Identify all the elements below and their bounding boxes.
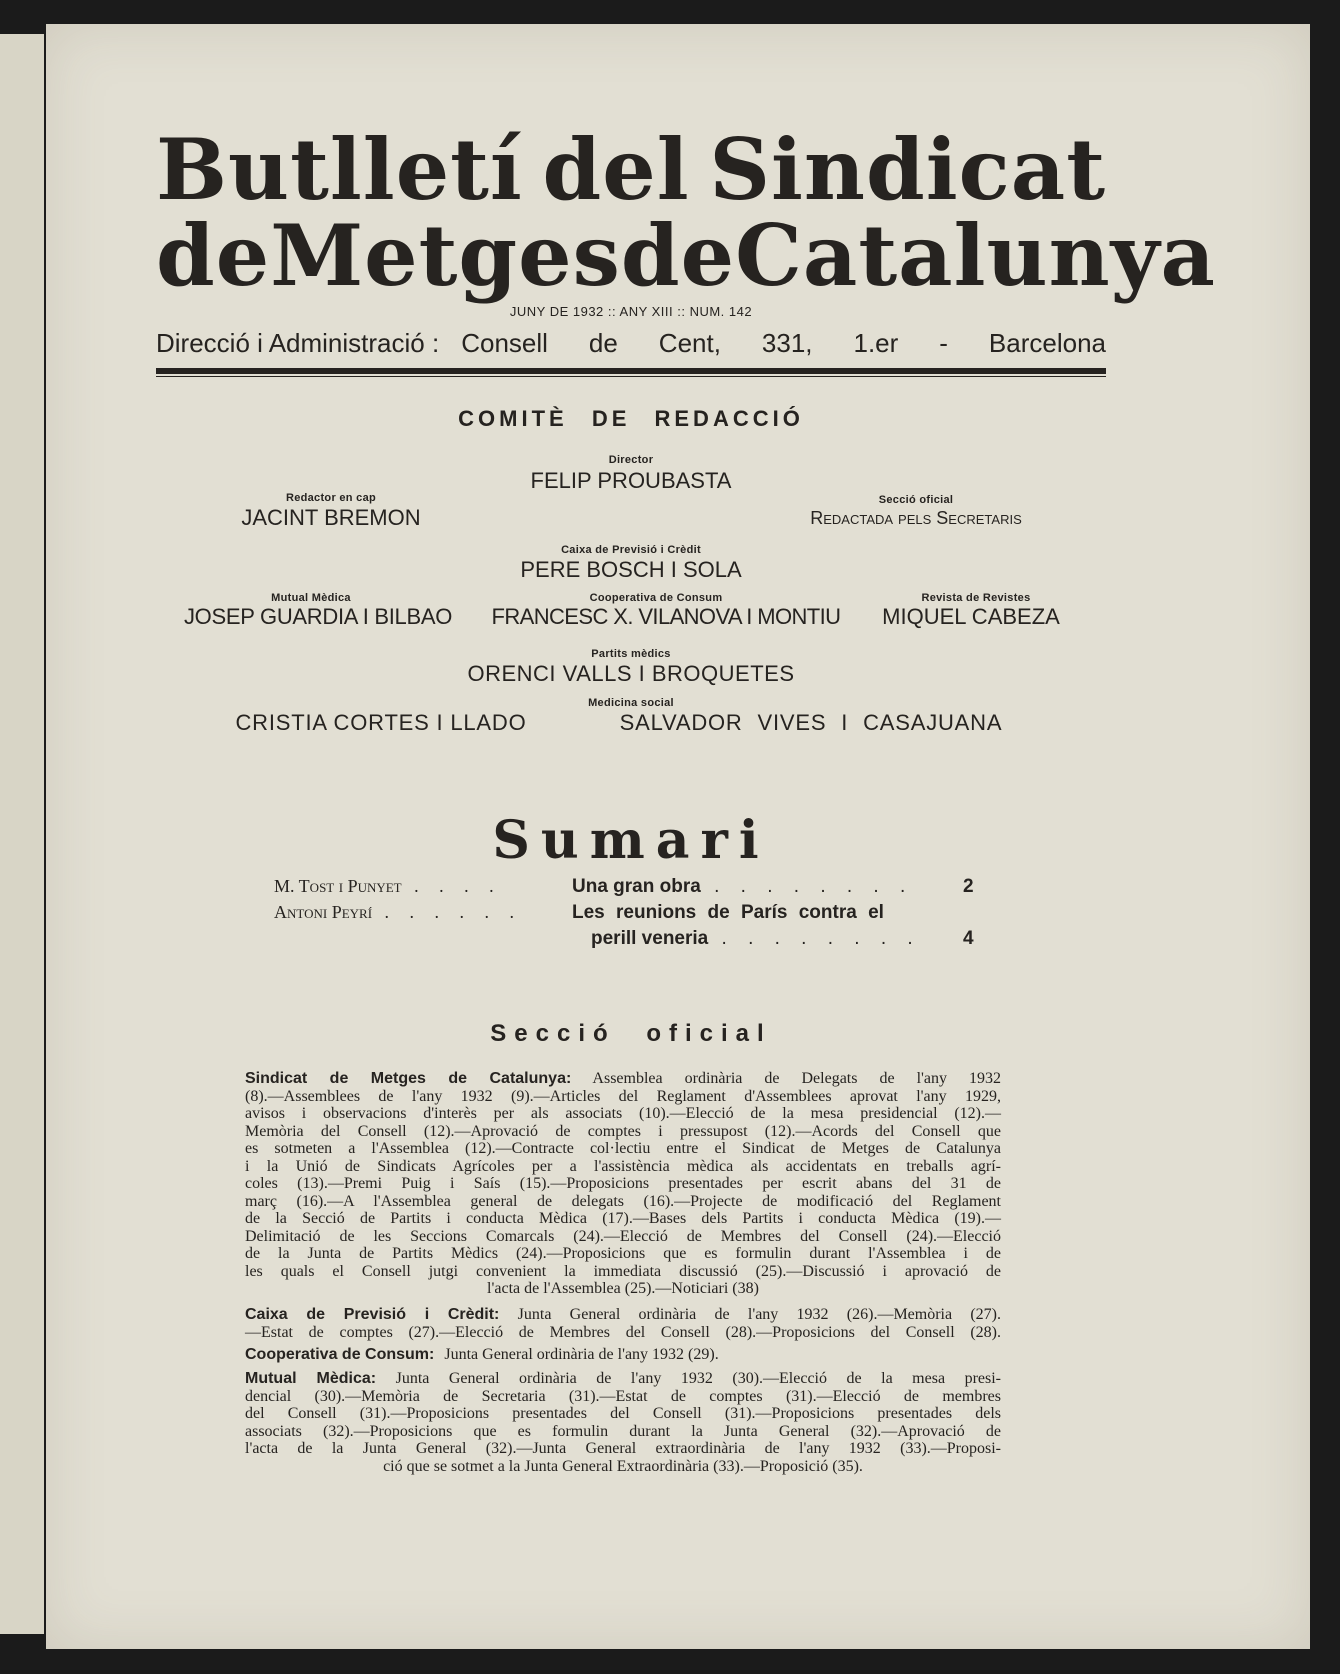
title-word: Metges <box>270 206 621 305</box>
masthead-title-line-2 <box>156 206 1216 305</box>
seccio-oficial-heading: Secció oficial <box>490 1020 772 1047</box>
summary-heading: Sumari <box>492 810 770 871</box>
summary-page-number: 2 <box>963 876 974 897</box>
seccio-oficial-role: Secció oficial <box>878 494 954 506</box>
paragraph-line: Junta General ordinària de l'any 1932 (30).—Elecció de la mesa presi- <box>395 1370 1002 1387</box>
paragraph-head: Mutual Mèdica: <box>245 1370 377 1387</box>
sindicat-paragraph <box>245 1070 1001 1298</box>
summary-author-name: M. Tost i Punyet <box>274 876 402 896</box>
cooperativa-role: Cooperativa de Consum <box>589 592 723 604</box>
summary-page-number: 4 <box>963 928 974 949</box>
paragraph-line: de la Junta de Partits Mèdics (24).—Proposicions que es formulin durant l'Assemblea i de <box>245 1245 1001 1262</box>
paragraph-line: Delimitació de les Seccions Comarcals (24).—Elecció de Membres del Consell (24).—Elecció <box>245 1227 1001 1245</box>
redactor-name: JACINT BREMON <box>241 505 421 530</box>
medicina-social-name-right: SALVADOR VIVES I CASAJUANA <box>619 710 1003 735</box>
address-value: Consell de Cent, 331, 1.er - Barcelona <box>461 328 1106 358</box>
cooperativa-paragraph <box>245 1346 1001 1364</box>
redactor-role: Redactor en cap <box>285 492 377 504</box>
paragraph-line: (8).—Assemblees de l'any 1932 (9).—Articles del Reglament d'Assemblees aprovat l'any 1929, <box>245 1087 1001 1105</box>
revista-name: MIQUEL CABEZA <box>882 604 1060 629</box>
director-name: FELIP PROUBASTA <box>530 468 732 493</box>
title-word: Catalunya <box>735 206 1216 305</box>
mutual-paragraph <box>245 1370 1001 1475</box>
mutual-name: JOSEP GUARDIA I BILBAO <box>183 604 453 629</box>
summary-entry-title: Una gran obra . . . . . . . . <box>572 876 914 897</box>
partits-role: Partits mèdics <box>591 648 671 660</box>
address-label: Direcció i Administració : <box>156 328 440 358</box>
address-line <box>156 328 1106 359</box>
partits-name: ORENCI VALLS I BROQUETES <box>467 661 795 686</box>
issue-line: JUNY DE 1932 :: ANY XIII :: NUM. 142 <box>509 304 753 319</box>
medicina-social-name-left: CRISTIA CORTES I LLADO <box>235 710 527 735</box>
masthead-title-line-1 <box>156 122 1106 218</box>
cooperativa-name: FRANCESC X. VILANOVA I MONTIU <box>491 604 841 629</box>
bulletin-page <box>46 24 1310 1649</box>
summary-title-text: Una gran obra <box>572 876 701 897</box>
title-word: de <box>156 206 271 305</box>
paragraph-line: dencial (30).—Memòria de Secretaria (31).—Estat de comptes (31).—Elecció de membres <box>245 1387 1001 1405</box>
paragraph-line: i la Unió de Sindicats Agrícoles per a l'assistència mèdica als accidentats en treballs agrí- <box>245 1157 1001 1175</box>
paragraph-head: Caixa de Previsió i Crèdit: <box>245 1306 500 1323</box>
title-word: Butlletí <box>156 120 523 219</box>
masthead-rule <box>156 368 1106 374</box>
summary-entry-title: Les reunions de París contra el <box>572 902 884 923</box>
summary-title-text: perill veneria <box>591 928 709 949</box>
paragraph-line: Assemblea ordinària de Delegats de l'any 1932 <box>592 1070 1002 1087</box>
adjacent-page-edge <box>0 34 44 1634</box>
paragraph-line: l'acta de la Junta General (32).—Junta General extraordinària de l'any 1932 (33).—Proposi- <box>245 1440 1001 1457</box>
caixa-role: Caixa de Previsió i Crèdit <box>561 544 701 556</box>
paragraph-line: coles (13).—Premi Puig i Saís (15).—Proposicions presentades per escrit abans del 31 de <box>245 1175 1001 1192</box>
paragraph-line: avisos i observacions d'interès per als associats (10).—Elecció de la mesa presidencial (12).— <box>245 1105 1001 1122</box>
title-word: de <box>620 206 736 305</box>
summary-author: Antoni Peyrí . . . . . . <box>274 902 523 922</box>
paragraph-line: Junta General ordinària de l'any 1932 (26).—Memòria (27). <box>517 1306 1002 1323</box>
paragraph-line: es sotmeten a l'Assemblea (12).—Contracte col·lectiu entre el Sindicat de Metges de Catalunya <box>245 1140 1001 1157</box>
summary-entry-title-cont: perill veneria . . . . . . . . <box>591 928 921 949</box>
paragraph-line: ció que se sotmet a la Junta General Extraordinària (33).—Proposició (35). <box>383 1457 863 1475</box>
caixa-paragraph <box>245 1306 1001 1341</box>
summary-author: M. Tost i Punyet . . . . <box>274 876 502 896</box>
title-word: del <box>542 120 690 219</box>
paragraph-line: Memòria del Consell (12).—Aprovació de comptes i pressupost (12).—Acords del Consell que <box>245 1122 1001 1140</box>
paragraph-line: Junta General ordinària de l'any 1932 (29). <box>444 1346 719 1363</box>
paragraph-line: març (16).—A l'Assemblea general de delegats (16).—Projecte de modificació del Reglament <box>245 1192 1001 1210</box>
mutual-role: Mutual Mèdica <box>271 592 351 604</box>
paragraph-head: Sindicat de Metges de Catalunya: <box>245 1070 572 1087</box>
title-word: Sindicat <box>709 120 1106 219</box>
masthead-rule-thin <box>156 376 1106 377</box>
committee-heading: COMITÈ DE REDACCIÓ <box>458 406 804 431</box>
paragraph-line: de la Secció de Partits i conducta Mèdica (17).—Bases dels Partits i conducta Mèdica (19).— <box>245 1210 1001 1227</box>
paragraph-line: del Consell (31).—Proposicions presentades del Consell (31).—Proposicions presentades dels <box>245 1405 1001 1422</box>
paragraph-line: associats (32).—Proposicions que es formulin durant la Junta General (32).—Aprovació de <box>245 1422 1001 1440</box>
paragraph-line: l'acta de l'Assemblea (25).—Noticiari (38) <box>487 1280 759 1297</box>
seccio-oficial-name: Redactada pels Secretaris <box>810 508 1022 528</box>
medicina-social-role: Medicina social <box>588 697 674 709</box>
summary-author-name: Antoni Peyrí <box>274 902 373 922</box>
revista-role: Revista de Revistes <box>921 592 1031 604</box>
paragraph-line: les quals el Consell jutgi convenient la immediata discussió (25).—Discussió i aprovació de <box>245 1262 1001 1280</box>
paragraph-line: —Estat de comptes (27).—Elecció de Membres del Consell (28).—Proposicions del Consell (28). <box>245 1323 1001 1341</box>
caixa-name: PERE BOSCH I SOLA <box>520 557 742 582</box>
paragraph-head: Cooperativa de Consum: <box>245 1346 435 1363</box>
director-role: Director <box>608 454 654 466</box>
